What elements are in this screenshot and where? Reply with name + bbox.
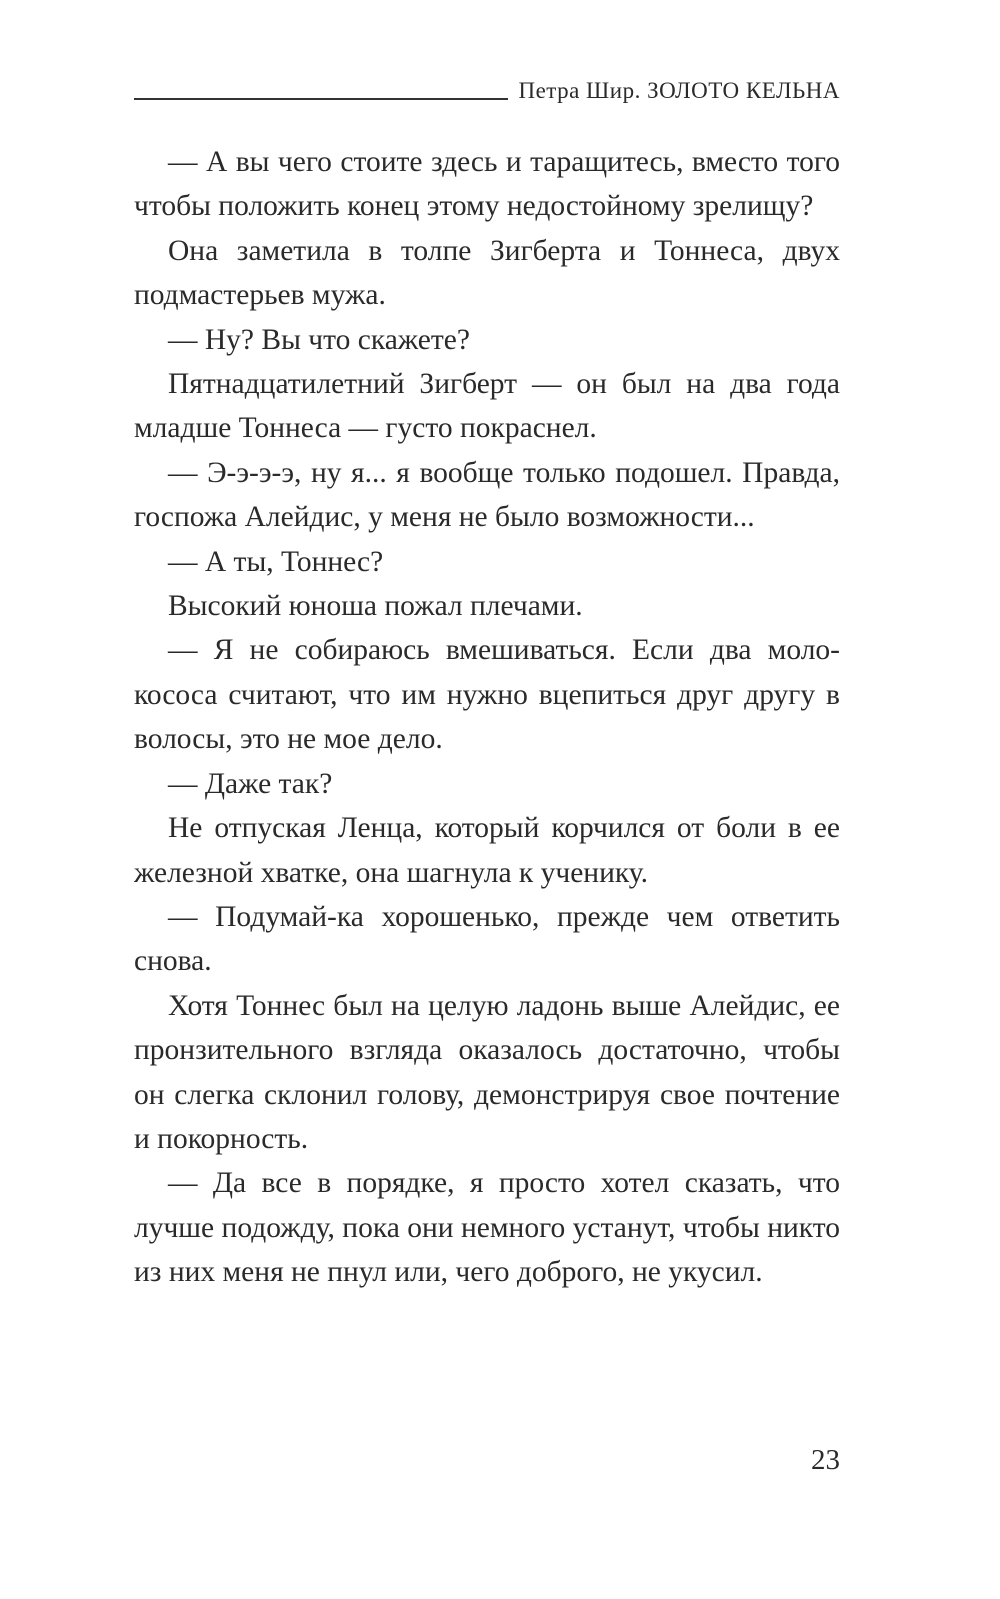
running-header xyxy=(134,76,840,106)
header-rule xyxy=(134,98,508,100)
body-text xyxy=(134,140,840,1295)
paragraph: — Да все в порядке, я просто хотел сказать, что лучше подожду, пока они немного устанут, чтобы никто из них меня не пнул или, чего доброго, не укусил. xyxy=(134,1167,840,1289)
paragraph: Она заметила в толпе Зигберта и Тоннеса, двух подмастерьев мужа. xyxy=(134,234,840,312)
paragraph: — Ну? Вы что скажете? xyxy=(168,323,470,356)
paragraph: — А ты, Тоннес? xyxy=(168,545,384,578)
paragraph: Не отпуская Ленца, который корчился от боли в ее железной хватке, она шагнула к ученику. xyxy=(134,812,840,889)
paragraph: — Э-э-э-э, ну я... я вообще только подошел. Правда, госпожа Алейдис, у меня не было возможности... xyxy=(134,456,840,534)
paragraph: — Подумай-ка хорошенько, прежде чем ответить снова. xyxy=(134,900,840,978)
page-number: 23 xyxy=(811,1444,840,1476)
running-title: Петра Шир. ЗОЛОТО КЕЛЬНА xyxy=(518,78,840,103)
paragraph: — Я не собираюсь вмешиваться. Если два молокососа считают, что им нужно вцепиться друг другу в волосы, это не мое дело. xyxy=(134,634,840,756)
paragraph: — А вы чего стоите здесь и таращитесь, вместо того чтобы положить конец этому недостойному зрелищу? xyxy=(134,146,840,223)
paragraph: Хотя Тоннес был на целую ладонь выше Алейдис, ее пронзительного взгляда оказалось достаточно, чтобы он слегка склонил голову, демонстрируя свое почтение и покорность. xyxy=(134,989,840,1155)
paragraph: — Даже так? xyxy=(168,767,333,800)
paragraph: Пятнадцатилетний Зигберт — он был на два года младше Тоннеса — густо покраснел. xyxy=(134,368,840,445)
paragraph: Высокий юноша пожал плечами. xyxy=(168,590,583,623)
